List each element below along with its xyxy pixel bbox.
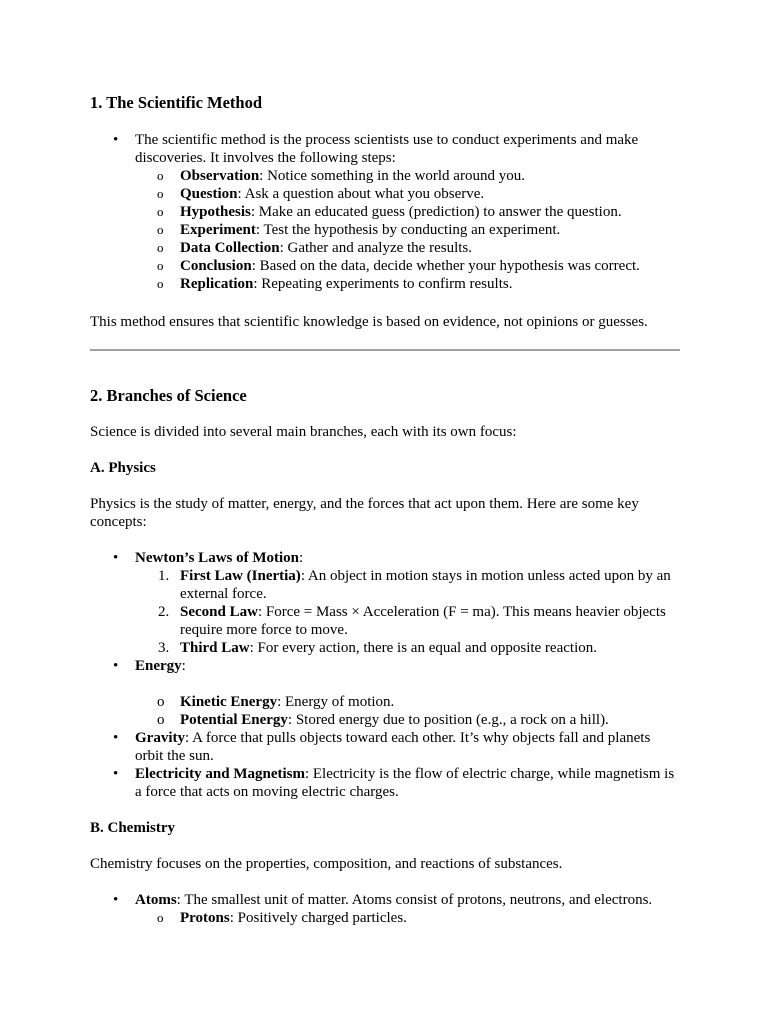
concept-suffix: : <box>299 550 304 566</box>
step-text: : Based on the data, decide whether your hypothesis was correct. <box>251 258 640 274</box>
law-text: : For every action, there is an equal and opposite reaction. <box>249 640 597 656</box>
scientific-method-intro: The scientific method is the process scientists use to conduct experiments and make discoveries. It involves the following steps: <box>135 132 639 166</box>
list-item <box>135 639 680 657</box>
concept-term: Gravity <box>135 730 185 746</box>
list-item <box>135 167 680 185</box>
step-term: Question <box>180 186 238 202</box>
chemistry-intro: Chemistry focuses on the properties, composition, and reactions of substances. <box>90 856 563 872</box>
step-text: : Ask a question about what you observe. <box>237 186 485 202</box>
concept-term: Electricity and Magnetism <box>135 766 305 782</box>
physics-concepts-list <box>90 549 680 801</box>
atom-part-term: Protons <box>180 910 230 926</box>
scientific-method-closing: This method ensures that scientific knowledge is based on evidence, not opinions or guesses. <box>90 314 648 330</box>
concept-term: Energy <box>135 658 182 674</box>
step-text: : Make an educated guess (prediction) to answer the question. <box>250 204 622 220</box>
branches-intro: Science is divided into several main branches, each with its own focus: <box>90 424 517 440</box>
list-number: 1. <box>158 568 170 584</box>
step-term: Data Collection <box>180 240 280 256</box>
law-text: : An object in motion stays in motion unless acted upon by an external force. <box>180 568 671 602</box>
list-item <box>135 203 680 221</box>
step-text: : Gather and analyze the results. <box>279 240 472 256</box>
energy-term: Kinetic Energy <box>180 694 278 710</box>
document-content <box>90 92 680 927</box>
newton-laws-list <box>135 567 680 657</box>
list-item <box>135 567 680 603</box>
step-term: Hypothesis <box>180 204 251 220</box>
concept-term: Atoms <box>135 892 177 908</box>
scientific-method-steps <box>135 167 680 293</box>
list-item <box>135 603 680 639</box>
list-item <box>135 693 680 711</box>
step-term: Observation <box>180 168 260 184</box>
step-text: : Repeating experiments to confirm results. <box>253 276 513 292</box>
list-item <box>90 765 680 801</box>
list-item <box>135 185 680 203</box>
law-text: : Force = Mass × Acceleration (F = ma). This means heavier objects require more force to move. <box>180 604 666 638</box>
physics-intro: Physics is the study of matter, energy, and the forces that act upon them. Here are some key concepts: <box>90 496 639 530</box>
step-term: Conclusion <box>180 258 252 274</box>
step-text: : Notice something in the world around you. <box>259 168 525 184</box>
section-heading-branches: 2. Branches of Science <box>90 386 247 405</box>
scientific-method-list <box>90 131 680 293</box>
subsection-heading-chemistry: B. Chemistry <box>90 820 175 836</box>
law-term: Second Law <box>180 604 258 620</box>
atom-part-text: : Positively charged particles. <box>229 910 407 926</box>
energy-term: Potential Energy <box>180 712 288 728</box>
list-number: 2. <box>158 604 170 620</box>
list-item <box>135 711 680 729</box>
list-item <box>90 729 680 765</box>
energy-types-list <box>135 693 680 729</box>
energy-text: : Stored energy due to position (e.g., a rock on a hill). <box>287 712 609 728</box>
step-term: Experiment <box>180 222 256 238</box>
list-item <box>90 657 680 729</box>
list-item <box>90 891 680 927</box>
law-term: Third Law <box>180 640 250 656</box>
atom-parts-list <box>135 909 680 927</box>
list-item <box>90 131 680 293</box>
concept-text: : Electricity is the flow of electric charge, while magnetism is a force that acts on moving electric charges. <box>135 766 675 800</box>
concept-text: : A force that pulls objects toward each other. It’s why objects fall and planets orbit the sun. <box>135 730 651 764</box>
list-item <box>135 275 680 293</box>
law-term: First Law (Inertia) <box>180 568 301 584</box>
concept-text: : The smallest unit of matter. Atoms consist of protons, neutrons, and electrons. <box>176 892 653 908</box>
section-heading-scientific-method: 1. The Scientific Method <box>90 93 263 112</box>
step-term: Replication <box>180 276 254 292</box>
section-divider <box>90 349 680 351</box>
chemistry-concepts-list <box>90 891 680 927</box>
list-item <box>135 257 680 275</box>
energy-text: : Energy of motion. <box>277 694 395 710</box>
subsection-heading-physics: A. Physics <box>90 460 156 476</box>
list-item <box>90 549 680 657</box>
list-item <box>135 239 680 257</box>
list-item <box>135 909 680 927</box>
concept-term: Newton’s Laws of Motion <box>135 550 300 566</box>
list-number: 3. <box>158 640 170 656</box>
step-text: : Test the hypothesis by conducting an experiment. <box>255 222 561 238</box>
list-item <box>135 221 680 239</box>
concept-suffix: : <box>181 658 186 674</box>
